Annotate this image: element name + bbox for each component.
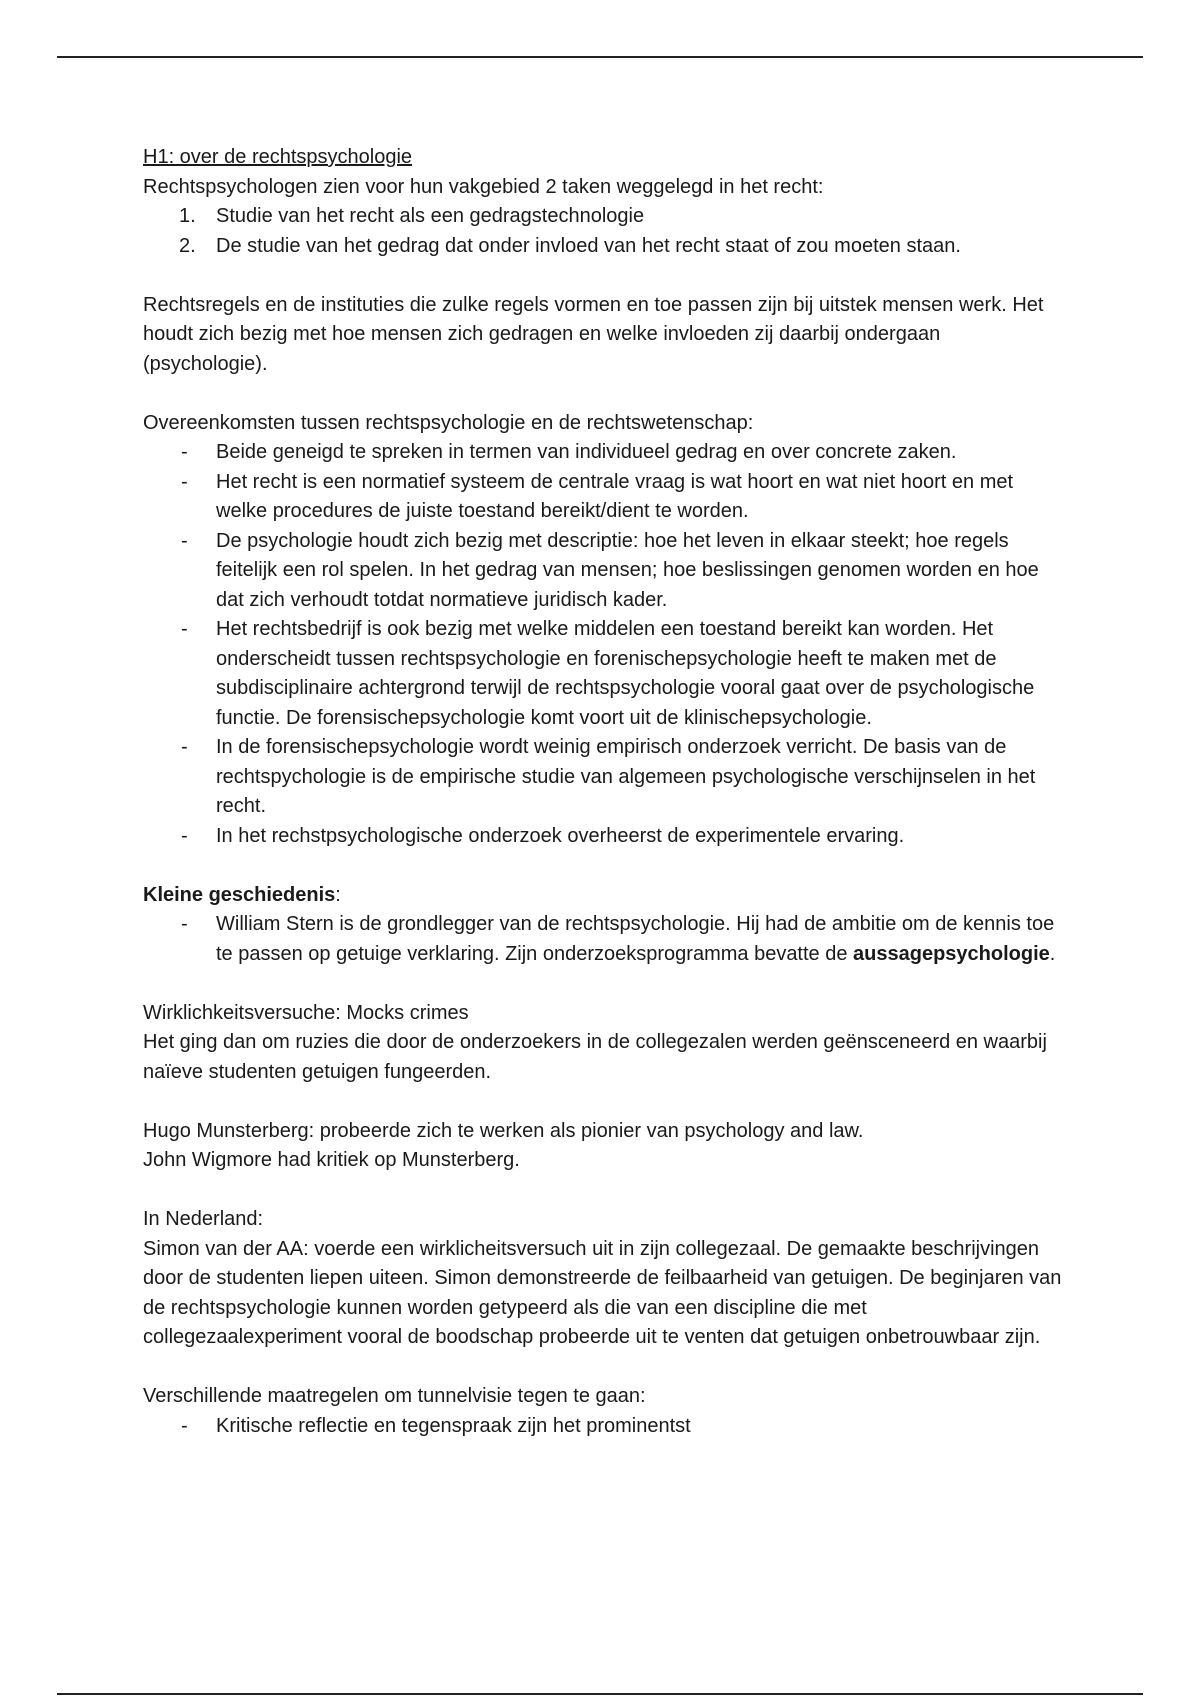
list-item: [143, 733, 1063, 822]
dash-marker: -: [181, 1414, 188, 1437]
dash-marker: -: [181, 529, 188, 552]
list-item-text: De psychologie houdt zich bezig met descriptie: hoe het leven in elkaar steekt; hoe regels feitelijk een rol spelen. In het gedrag van mensen; hoe beslissingen genomen worden en hoe dat zich verhoudt totdat normatieve juridisch kader.: [216, 529, 1039, 611]
history-list: [143, 910, 1063, 969]
intro-paragraph: Rechtsregels en de instituties die zulke regels vormen en toe passen zijn bij uitstek mensen werk. Het houdt zich bezig met hoe mensen zich gedragen en welke invloeden zij daarbij ondergaan (psychologie).: [143, 293, 1044, 375]
stern-bold-term: aussagepsychologie: [853, 942, 1050, 965]
tasks-list: [143, 202, 1063, 261]
list-item: [143, 232, 1063, 262]
netherlands-title: In Nederland:: [143, 1208, 264, 1230]
stern-text: William Stern is de grondlegger van de rechtspsychologie. Hij had de ambitie om de kennis toe te passen op getuige verklaring. Zijn onderzoeksprogramma bevatte de: [216, 913, 1055, 965]
list-item-text: In het rechstpsychologische onderzoek overheerst de experimentele ervaring.: [216, 824, 905, 847]
tunnel-title: Verschillende maatregelen om tunnelvisie tegen te gaan:: [143, 1385, 646, 1407]
dash-marker: -: [181, 913, 188, 935]
list-item-text: Het rechtsbedrijf is ook bezig met welke middelen een toestand bereikt kan worden. Het onderscheidt tussen rechtspsychologie en forenischepsychologie heeft te maken met de subdisciplinaire achtergrond terwijl de rechtspsychologie vooral gaat over de psychologische functie. De forensischepsychologie komt voort uit de klinischepsychologie.: [216, 618, 1035, 729]
list-item: [143, 202, 1063, 232]
stern-end: .: [1049, 942, 1056, 965]
list-item: [143, 910, 1063, 969]
wirklichkeit-text: Het ging dan om ruzies die door de onderzoekers in de collegezalen werden geënsceneerd en waarbij naïeve studenten getuigen fungeerden.: [143, 1031, 1047, 1083]
similarities-title: Overeenkomsten tussen rechtspsychologie en de rechtswetenschap:: [143, 411, 754, 434]
header-rule: [57, 56, 1143, 58]
chapter-heading: H1: over de rechtspsychologie: [143, 146, 413, 168]
dash-marker: -: [181, 736, 188, 758]
list-item: [143, 438, 1063, 468]
dash-marker: -: [181, 824, 188, 847]
list-item: [143, 615, 1063, 733]
history-title-suffix: :: [335, 883, 341, 906]
list-item-text: De studie van het gedrag dat onder invloed van het recht staat of zou moeten staan.: [216, 234, 961, 257]
john-line: John Wigmore had kritiek op Munsterberg.: [143, 1149, 520, 1171]
netherlands-text: Simon van der AA: voerde een wirklicheitsversuch uit in zijn collegezaal. De gemaakte beschrijvingen door de studenten liepen uiteen. Simon demonstreerde de feilbaarheid van getuigen. De beginjaren van de rechtspsychologie kunnen worden getypeerd als die van een discipline die met collegezaalexperiment vooral de boodschap probeerde uit te venten dat getuigen onbetrouwbaar zijn.: [143, 1237, 1062, 1348]
tunnel-list: [143, 1412, 1063, 1442]
list-number: 1.: [179, 205, 196, 227]
list-item: [143, 468, 1063, 527]
list-item-text: Het recht is een normatief systeem de centrale vraag is wat hoort en wat niet hoort en met welke procedures de juiste toestand bereikt/dient te worden.: [216, 470, 1014, 522]
list-item: [143, 527, 1063, 616]
list-item: [143, 822, 1063, 852]
history-title-bold: Kleine geschiedenis: [143, 883, 336, 906]
wirklichkeit-title: Wirklichkeitsversuche: Mocks crimes: [143, 1001, 469, 1024]
intro-lead: Rechtspsychologen zien voor hun vakgebied 2 taken weggelegd in het recht:: [143, 175, 824, 198]
similarities-list: [143, 438, 1063, 851]
dash-marker: -: [181, 441, 188, 463]
list-item-text: Kritische reflectie en tegenspraak zijn het prominentst: [216, 1414, 691, 1437]
list-item-text: Beide geneigd te spreken in termen van individueel gedrag en over concrete zaken.: [216, 441, 957, 463]
list-item-text: In de forensischepsychologie wordt weinig empirisch onderzoek verricht. De basis van de rechtspychologie is de empirische studie van algemeen psychologische verschijnselen in het recht.: [216, 736, 1036, 817]
dash-marker: -: [181, 470, 188, 493]
footer-rule: [57, 1693, 1143, 1695]
dash-marker: -: [181, 618, 188, 640]
hugo-line: Hugo Munsterberg: probeerde zich te werken als pionier van psychology and law.: [143, 1119, 864, 1142]
document-body: [143, 143, 1063, 1441]
list-item: [143, 1412, 1063, 1442]
history-title: [143, 881, 1063, 911]
list-number: 2.: [179, 234, 196, 257]
list-item-text: Studie van het recht als een gedragstechnologie: [216, 205, 645, 227]
